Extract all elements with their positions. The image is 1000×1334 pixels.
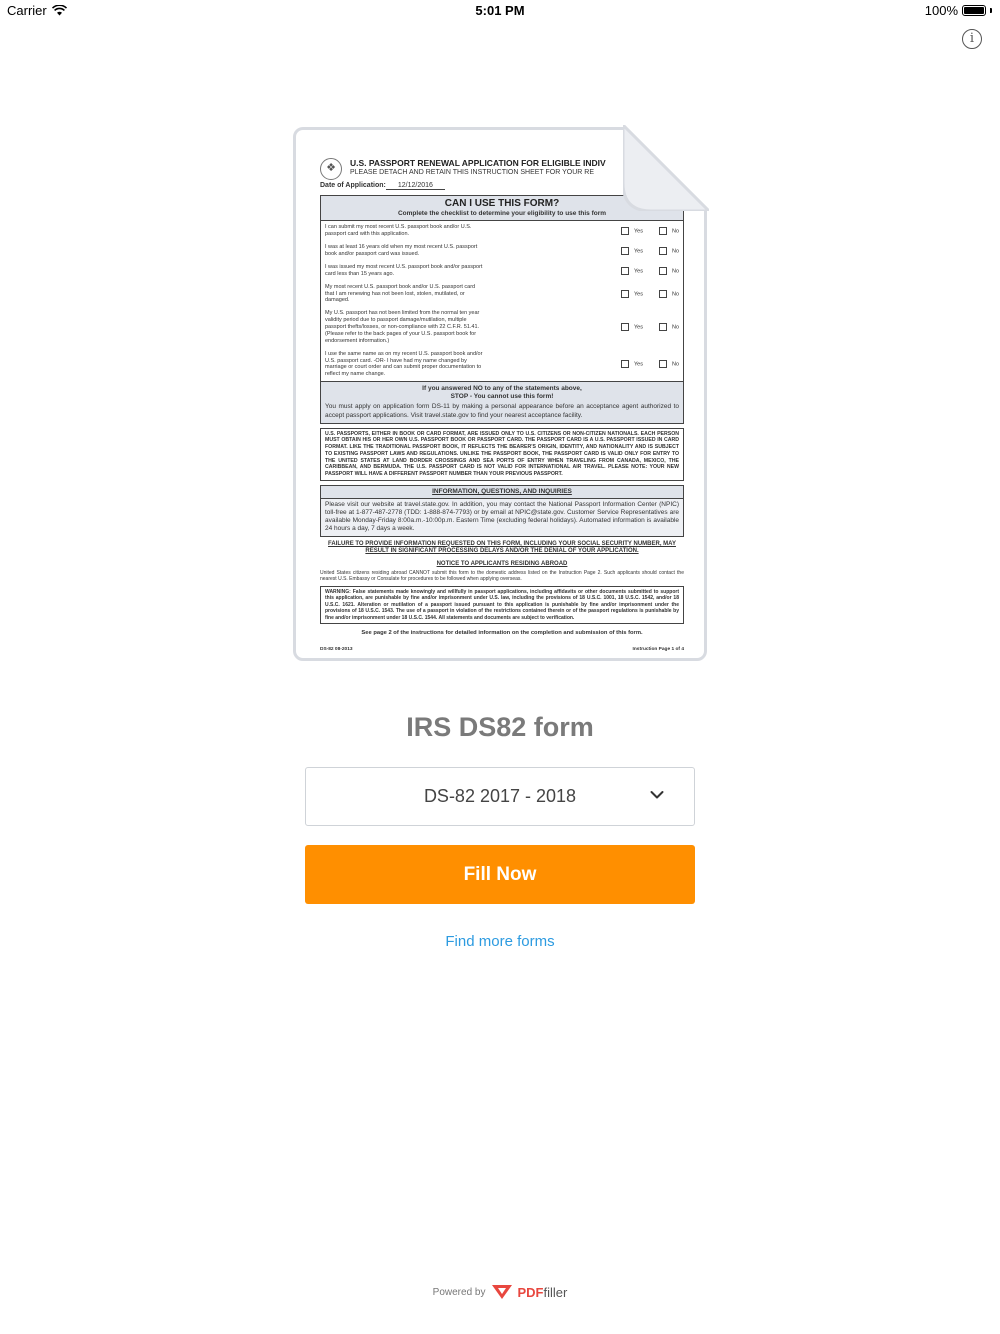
fill-now-button[interactable]: Fill Now [305,845,695,904]
battery-percent: 100% [924,3,958,18]
checkbox-label-no: No [671,361,679,368]
status-bar [0,0,1000,22]
checklist-row [321,307,683,347]
failure-notice: FAILURE TO PROVIDE INFORMATION REQUESTED ON THIS FORM, INCLUDING YOUR SOCIAL SECURITY NUMBER, MAY RESULT IN SIGNIFICANT PROCESSING DELAYS AND/OR THE DENIAL OF YOUR APPLICATION. [328,540,676,554]
doc-date-value: 12/12/2016 [386,182,445,190]
checkbox-label-yes: Yes [633,248,643,255]
checkbox-yes [621,323,629,331]
checklist-row [321,348,683,382]
doc-subtitle: PLEASE DETACH AND RETAIN THIS INSTRUCTION SHEET FOR YOUR RE [350,168,595,176]
checklist-title: CAN I USE THIS FORM? [444,197,560,209]
checkbox-no [659,290,667,298]
checkbox-label-no: No [671,324,679,331]
page-fold-icon [623,125,709,211]
checkbox-no [659,360,667,368]
checkbox-label-no: No [671,268,679,275]
info-box: INFORMATION, QUESTIONS, AND INQUIRIES Please visit our website at travel.state.gov. In addition, you may contact the National Passport Information Center (NPIC) toll-free at 1-877-487-2778 (TDD: 1-888-874-7793) or by email at NPIC@state.gov. Customer Service Representatives are available Monday-Friday 8:00a.m.-10:00p.m. Eastern Time (excluding federal holidays). Automated information is available 24 hours a day, 7 days a week. [320,485,684,537]
stop-block: If you answered NO to any of the statements above, STOP - You cannot use this form! You must apply on application form DS-11 by making a personal appearance before an acceptance agent authorized to accept passport applications. Visit travel.state.gov to find your nearest acceptance facility. [321,381,683,423]
checkbox-label-yes: Yes [633,228,643,235]
checkbox-label-yes: Yes [633,361,643,368]
checklist-row [321,281,683,308]
chevron-down-icon [650,790,664,800]
brand-filler: filler [543,1284,568,1300]
checkbox-label-yes: Yes [633,324,643,331]
checklist-question: My U.S. passport has not been limited from the normal ten year validity period due to passport damage/mutilation, multiple passport thefts/losses, or non-compliance with 22 C.F.R. 51.41. (Please refer to the back pages of your U.S. passport book for endorsement information.) [325,310,480,344]
checkbox-yes [621,360,629,368]
pdffiller-logo-icon [491,1284,513,1300]
doc-title: U.S. PASSPORT RENEWAL APPLICATION FOR ELIGIBLE INDIV [350,158,606,168]
find-more-forms-link[interactable]: Find more forms [445,933,555,950]
checkbox-no [659,323,667,331]
year-select-value: DS-82 2017 - 2018 [423,786,577,806]
checkbox-yes [621,290,629,298]
checklist-question: I was issued my most recent U.S. passport book and/or passport card less than 15 years ago. [325,263,483,277]
checkbox-no [659,247,667,255]
battery-level [964,7,984,14]
doc-footer-right: Instruction Page 1 of 4 [632,647,684,653]
status-time: 5:01 PM [475,3,525,18]
checklist-question: I can submit my most recent U.S. passport book and/or U.S. passport card with this application. [325,224,472,238]
battery-tip [990,8,992,13]
checkbox-no [659,267,667,275]
checklist-question: I was at least 16 years old when my most recent U.S. passport book and/or passport card was issued. [325,244,478,257]
checkbox-label-yes: Yes [633,268,643,275]
carrier-label: Carrier [7,3,47,18]
powered-by-label: Powered by [432,1286,486,1298]
passport-notice: U.S. PASSPORTS, EITHER IN BOOK OR CARD FORMAT, ARE ISSUED ONLY TO U.S. CITIZENS OR NON-CITIZEN NATIONALS. EACH PERSON MUST OBTAIN HIS OR HER OWN U.S. PASSPORT BOOK OR PASSPORT CARD. THE PASSPORT CARD IS A U.S. PASSPORT ISSUED IN CARD FORMAT. LIKE THE TRADITIONAL PASSPORT BOOK, IT REFLECTS THE BEARER'S ORIGIN, IDENTITY, AND NATIONALITY AND IS SUBJECT TO EXISTING PASSPORT LAWS AND REGULATIONS. UNLIKE THE PASSPORT BOOK, THE PASSPORT CARD IS VALID ONLY FOR ENTRY TO THE UNITED STATES AT LAND BORDER CROSSINGS AND SEA PORTS OF ENTRY WHEN TRAVELING FROM CANADA, MEXICO, THE CARIBBEAN, AND BERMUDA. THE U.S. PASSPORT CARD IS NOT VALID FOR INTERNATIONAL AIR TRAVEL. PLEASE NOTE: YOUR NEW PASSPORT WILL HAVE A DIFFERENT PASSPORT NUMBER THAN YOUR PREVIOUS PASSPORT. [320,428,684,481]
seal-icon: ❖ [320,158,342,180]
checkbox-label-no: No [671,228,679,235]
checkbox-no [659,227,667,235]
checkbox-yes [621,247,629,255]
powered-by [0,1284,1000,1300]
doc-date: Date of Application: 12/12/2016 [320,182,684,191]
form-preview[interactable] [293,127,707,661]
checklist-question: I use the same name as on my recent U.S. passport book and/or U.S. passport card. -OR- I have had my name changed by marriage or court order and can submit proper documentation to reflect my name change. [325,350,483,378]
checkbox-yes [621,267,629,275]
checklist-row [321,261,683,281]
notice-title: NOTICE TO APPLICANTS RESIDING ABROAD [436,560,568,567]
form-preview-content [320,158,684,653]
checkbox-label-no: No [671,248,679,255]
info-icon[interactable]: i [962,29,982,49]
checkbox-yes [621,227,629,235]
form-title: IRS DS82 form [406,712,594,742]
doc-footer-left: DS-82 08-2013 [320,647,353,653]
checkbox-label-no: No [671,291,679,298]
checklist-row [321,221,683,241]
checklist-row [321,241,683,261]
checklist-box [320,195,684,424]
warning-box: WARNING: False statements made knowingly and willfully in passport applications, including affidavits or other documents submitted to support this application, are punishable by fine and/or imprisonment under U.S. law, including the provisions of 18 U.S.C. 1001, 18 U.S.C. 1542, and/or 18 U.S.C. 1621. Alteration or mutilation of a passport issued pursuant to this application is punishable by fine and/or imprisonment under the provisions of 18 U.S.C. 1543. The use of a passport in violation of the restrictions contained therein or of the passport regulations is punishable by fine and/or imprisonment under 18 U.S.C. 1544. All statements and documents are subject to verification. [320,586,684,625]
battery-icon [962,5,986,16]
checklist [321,221,683,381]
notice-text: United States citizens residing abroad CANNOT submit this form to the domestic address listed on the Instruction Page 2. Such applicants should contact the nearest U.S. Embassy or Consulate for procedures to be followed when applying overseas. [320,570,684,583]
checkbox-label-yes: Yes [633,291,643,298]
checklist-question: My most recent U.S. passport book and/or U.S. passport card that I am renewing has not been lost, stolen, mutilated, or damaged. [325,283,476,304]
pdffiller-logo[interactable] [491,1284,567,1300]
year-select[interactable] [305,767,695,826]
brand-pdf: PDF [517,1284,544,1300]
see-page-note: See page 2 of the instructions for detailed information on the completion and submission of this form. [361,630,643,636]
checklist-subtitle: Complete the checklist to determine your eligibility to use this form [397,210,607,218]
